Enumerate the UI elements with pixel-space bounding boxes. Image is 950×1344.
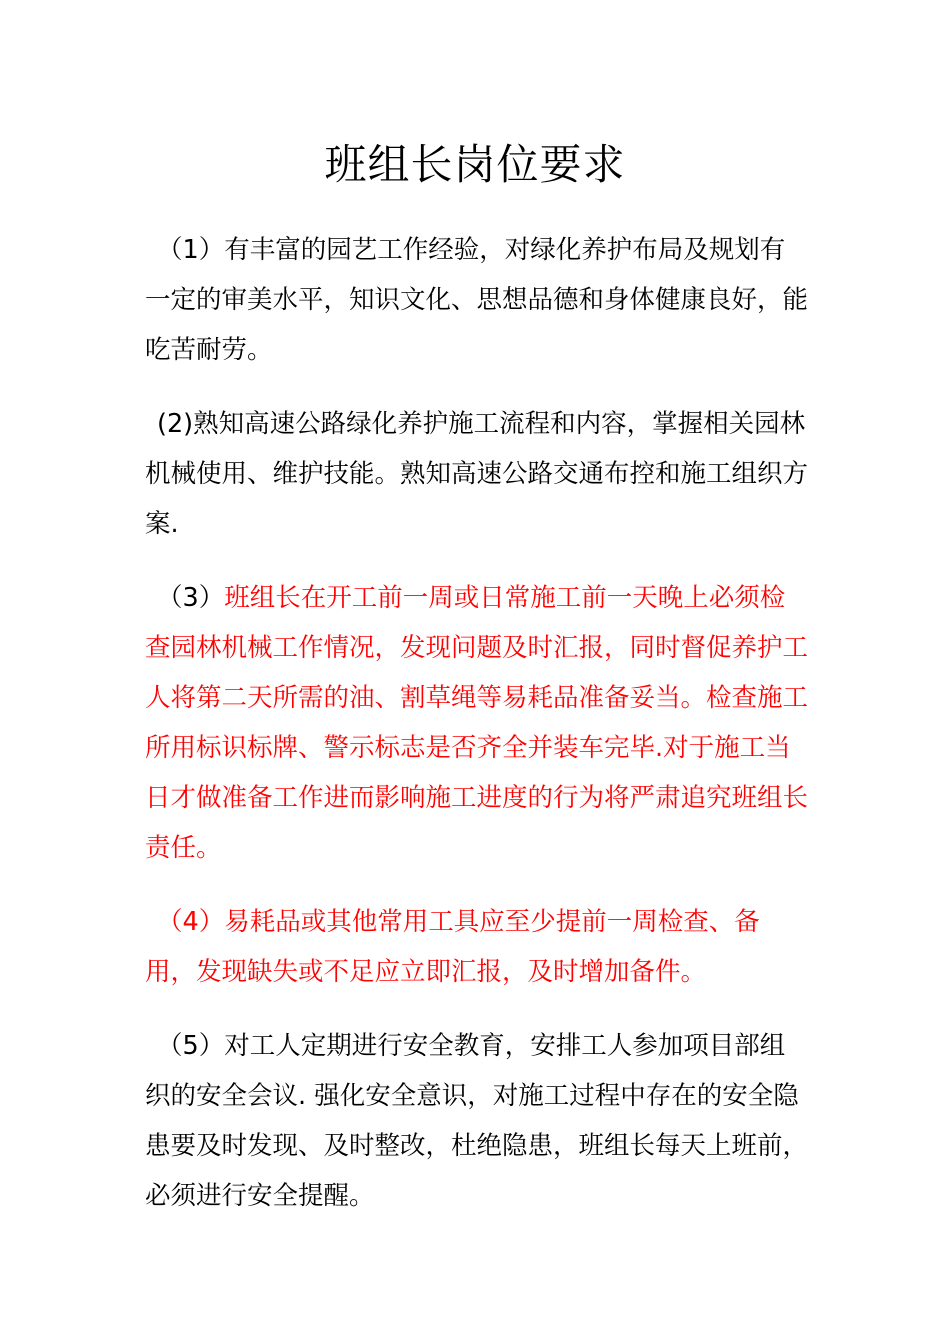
paragraph-number: （1） (157, 235, 225, 265)
paragraph-text-highlighted: 易耗品或其他常用工具应至少提前一周检查、备用，发现缺失或不足应立即汇报，及时增加备件。 (145, 907, 760, 987)
page-title: 班组长岗位要求 (324, 140, 626, 189)
paragraph-number: （5） (157, 1031, 225, 1061)
paragraph-5 (145, 1021, 810, 1221)
paragraph-1 (145, 225, 810, 375)
paragraph-4 (145, 897, 810, 997)
document-body (145, 225, 810, 1245)
paragraph-text: 对工人定期进行安全教育，安排工人参加项目部组织的安全会议. 强化安全意识，对施工过程中存在的安全隐患要及时发现、及时整改，杜绝隐患，班组长每天上班前，必须进行安全提醒。 (145, 1031, 809, 1211)
paragraph-text: 熟知高速公路绿化养护施工流程和内容，掌握相关园林机械使用、维护技能。熟知高速公路交通布控和施工组织方案. (145, 409, 809, 539)
paragraph-number: (2) (157, 409, 194, 439)
paragraph-number: （3） (157, 583, 225, 613)
paragraph-3 (145, 573, 810, 873)
paragraph-2 (145, 399, 810, 549)
paragraph-text: 有丰富的园艺工作经验，对绿化养护布局及规划有一定的审美水平，知识文化、思想品德和身体健康良好，能吃苦耐劳。 (145, 235, 809, 365)
paragraph-text-highlighted: 班组长在开工前一周或日常施工前一天晚上必须检查园林机械工作情况，发现问题及时汇报，同时督促养护工人将第二天所需的油、割草绳等易耗品准备妥当。检查施工所用标识标牌、警示标志是否齐全并装车完毕.对于施工当日才做准备工作进而影响施工进度的行为将严肃追究班组长责任。 (145, 583, 809, 863)
paragraph-number: （4） (157, 907, 225, 937)
